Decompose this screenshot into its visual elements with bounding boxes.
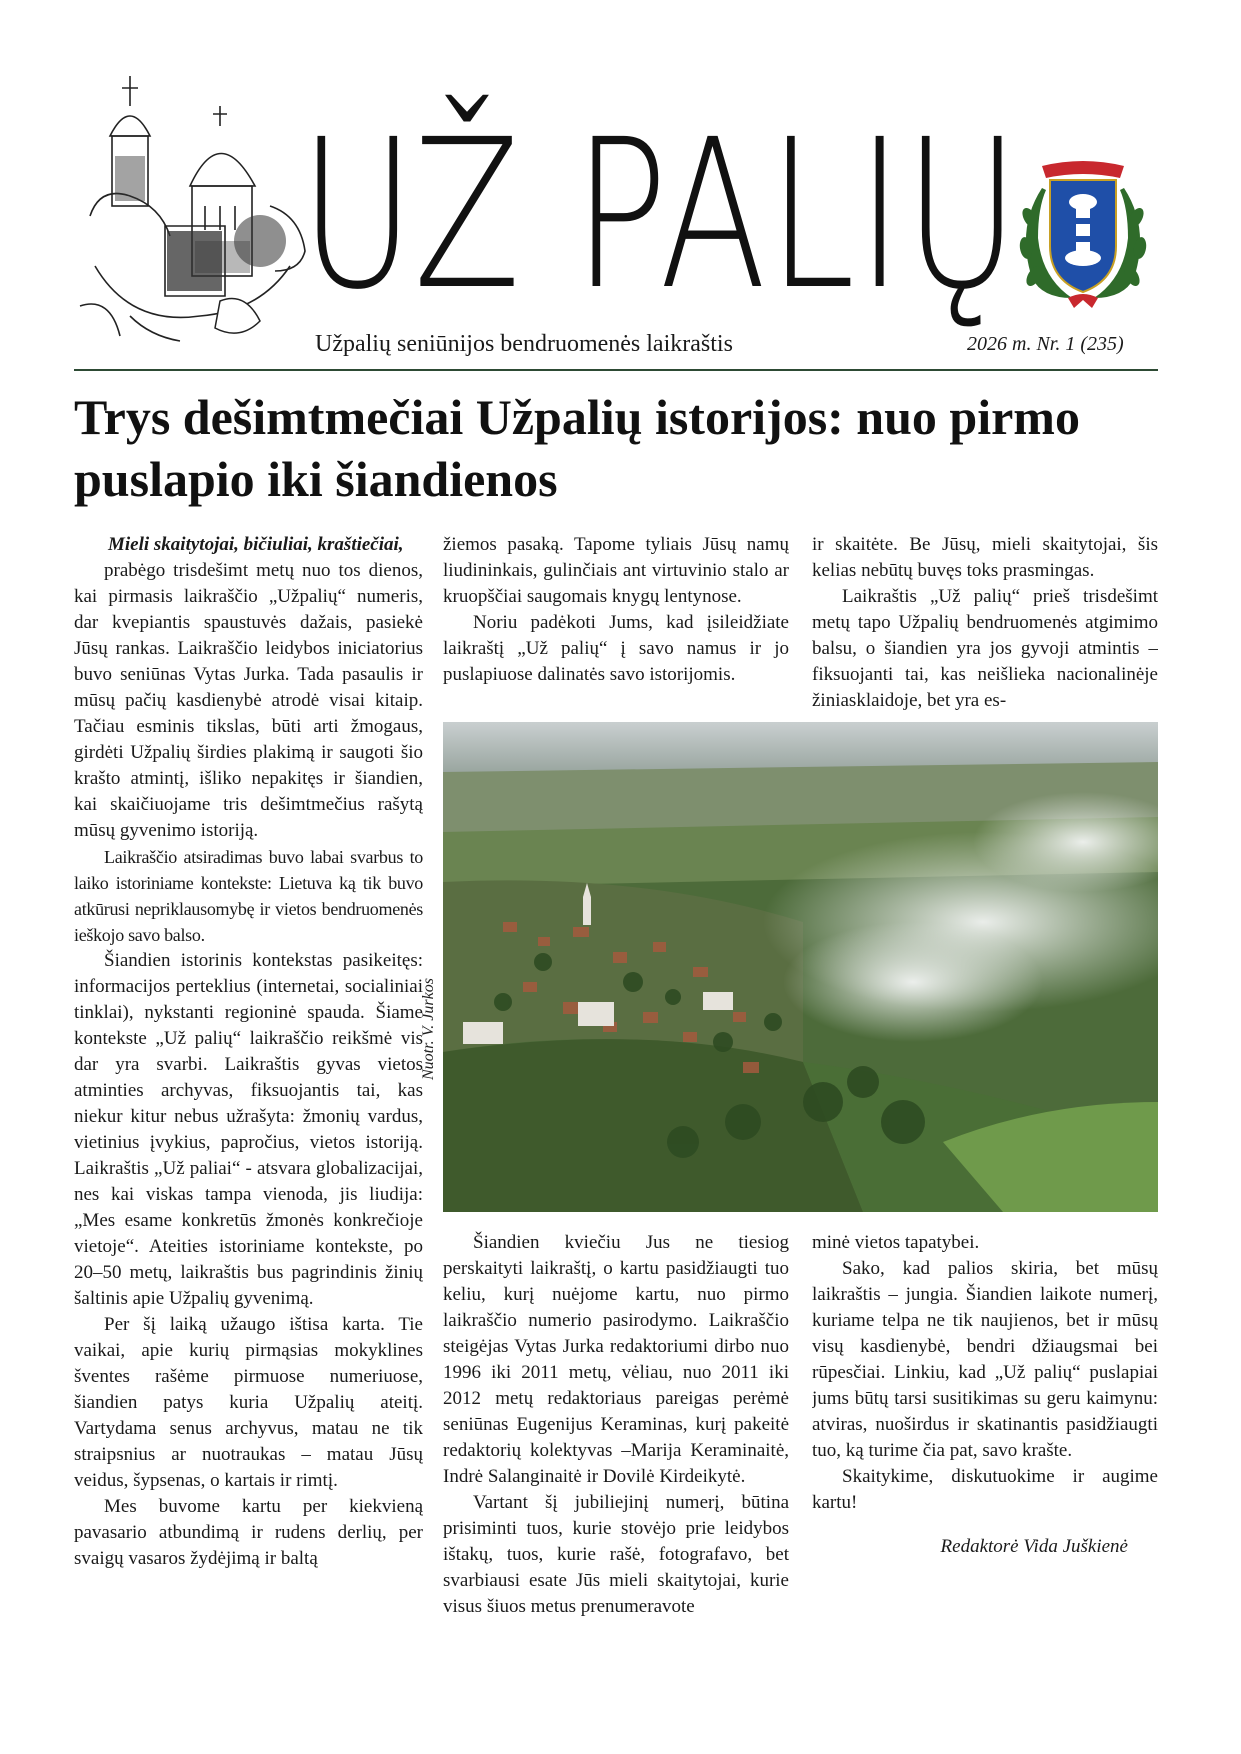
paragraph: Per šį laiką užaugo ištisa karta. Tie vaikai, apie kurių pirmąsias mokyklines šventes rašėme pirmuose numeriuose, šiandien patys kuria Užpalių ateitį. Vartydama senus archyvus, matau ne tik straipsnius ar nuotraukas – matau Jūsų veidus, šypsenas, o kartais ir rimtį. (74, 1314, 423, 1491)
masthead-divider (74, 369, 1158, 371)
greeting: Mieli skaitytojai, bičiuliai, kraštiečiai, (108, 534, 404, 555)
aerial-village-photo (443, 722, 1158, 1212)
paragraph: ir skaitėte. Be Jūsų, mieli skaitytojai, šis kelias nebūtų buvęs toks prasmingas. (812, 534, 1158, 581)
article-headline: Trys dešimtmečiai Užpalių istorijos: nuo pirmo puslapio iki šiandienos (74, 389, 1080, 507)
article-column-4 (443, 1230, 789, 1650)
paragraph: Laikraštis „Už palių“ prieš trisdešimt metų tapo Užpalių bendruomenės atgimimo balsu, o šiandien yra jos gyvoji atmintis – fiksuojanti tai, kas neišlieka nacionalinėje žiniasklaidoje, bet yra es- (812, 586, 1158, 711)
masthead-church-sketch (70, 66, 320, 351)
paragraph: prabėgo trisdešimt metų nuo tos dienos, kai pirmasis laikraščio „Užpalių“ numeris, dar kvepiantis spaustuvės dažais, pasiekė Jūsų rankas. Laikraščio leidybos iniciatorius buvo seniūnas Vytas Jurka. Tada pasaulis ir mūsų pačių kasdienybė atrodė visai kitaip. Tačiau esminis tikslas, būti arti žmogaus, girdėti Užpalių širdies plakimą ir saugoti šio krašto atmintį, išliko nepakitęs ir šiandien, kai skaičiuojame tris dešimtmečius rašytą mūsų gyvenimo istoriją. (74, 560, 423, 841)
paragraph: minė vietos tapatybei. (812, 1232, 980, 1253)
paragraph: Laikraščio atsiradimas buvo labai svarbus to laiko istoriniame kontekste: Lietuva ką tik buvo atkūrusi nepriklausomybę ir vietos bendruomenės ieškojo savo balso. (74, 847, 423, 945)
coat-of-arms-icon (1012, 158, 1154, 310)
newspaper-subtitle: Užpalių seniūnijos bendruomenės laikraštis (315, 331, 733, 357)
paragraph: Šiandien istorinis kontekstas pasikeitęs: informacijos perteklius (internetai, socialiniai tinklai), nykstanti regioninė spauda. Šiame kontekste „Už palių“ laikraščio reikšmė vis dar yra svarbi. Laikraštis gyvas vietos atminties archyvas, fiksuojantis tai, kas niekur kitur nebus užrašyta: žmonių vardus, vietinius įvykius, papročius, vietos istoriją. Laikraštis „Už paliai“ - atsvara globalizacijai, nes kai viskas tampa vienoda, jis liudija: „Mes esame konkretūs žmonės konkrečioje vietoje“. Ateities istoriniame kontekste, po 20–50 metų, laikraštis bus pagrindinis žinių šaltinis apie Užpalių gyvenimą. (74, 950, 423, 1309)
article-column-3 (812, 532, 1158, 712)
paragraph: žiemos pasaką. Tapome tyliais Jūsų namų liudininkais, gulinčiais ant virtuvinio stalo ar kruopščiai saugomais knygų lentynose. (443, 534, 789, 607)
editor-signature: Redaktorė Vida Juškienė (940, 1536, 1128, 1557)
issue-number: 2026 m. Nr. 1 (235) (967, 333, 1124, 355)
article-column-5 (812, 1230, 1158, 1650)
paragraph: Mes buvome kartu per kiekvieną pavasario atbundimą ir rudens derlių, per svaigų vasaros žydėjimą ir baltą (74, 1496, 423, 1569)
article-column-1 (74, 532, 423, 1652)
paragraph: Skaitykime, diskutuokime ir augime kartu! (812, 1466, 1158, 1513)
newspaper-title: UŽ PALIŲ (300, 95, 1021, 335)
paragraph: Vartant šį jubiliejinį numerį, būtina prisiminti tuos, kurie stovėjo prie leidybos ištakų, tuos, kurie rašė, fotografavo, bet svarbiausi esate Jūs mieli skaitytojai, kurie visus šiuos metus prenumeravote (443, 1492, 789, 1617)
paragraph: Sako, kad palios skiria, bet mūsų laikraštis – jungia. Šiandien laikote numerį, kuriame telpa ne tik naujienos, bet ir mūsų visų kasdienybė, bendri džiaugsmai bei rūpesčiai. Linkiu, kad „Už palių“ puslapiai jums būtų tarsi susitikimas su geru kaimynu: atviras, nuoširdus ir skatinantis pasidžiaugti tuo, ką turime čia pat, savo krašte. (812, 1258, 1158, 1461)
paragraph: Noriu padėkoti Jums, kad įsileidžiate laikraštį „Už palių“ į savo namus ir jo puslapiuose dalinatės savo istorijomis. (443, 612, 789, 685)
paragraph: Šiandien kviečiu Jus ne tiesiog perskaityti laikraštį, o kartu pasidžiaugti tuo keliu, kurį nuėjome kartu, nuo pirmo laikraščio numerio pasirodymo. Laikraščio steigėjas Vytas Jurka redaktoriumi dirbo nuo 1996 iki 2011 metų, vėliau, nuo 2011 iki 2012 metų redaktoriaus pareigas perėmė seniūnas Eugenijus Keraminas, kurį pakeitė redaktorių kolektyvas –Marija Keraminaitė, Indrė Salanginaitė ir Dovilė Kirdeikytė. (443, 1232, 789, 1487)
article-column-2 (443, 532, 789, 712)
photo-credit: Nuotr. V. Jurkos (420, 978, 437, 1080)
